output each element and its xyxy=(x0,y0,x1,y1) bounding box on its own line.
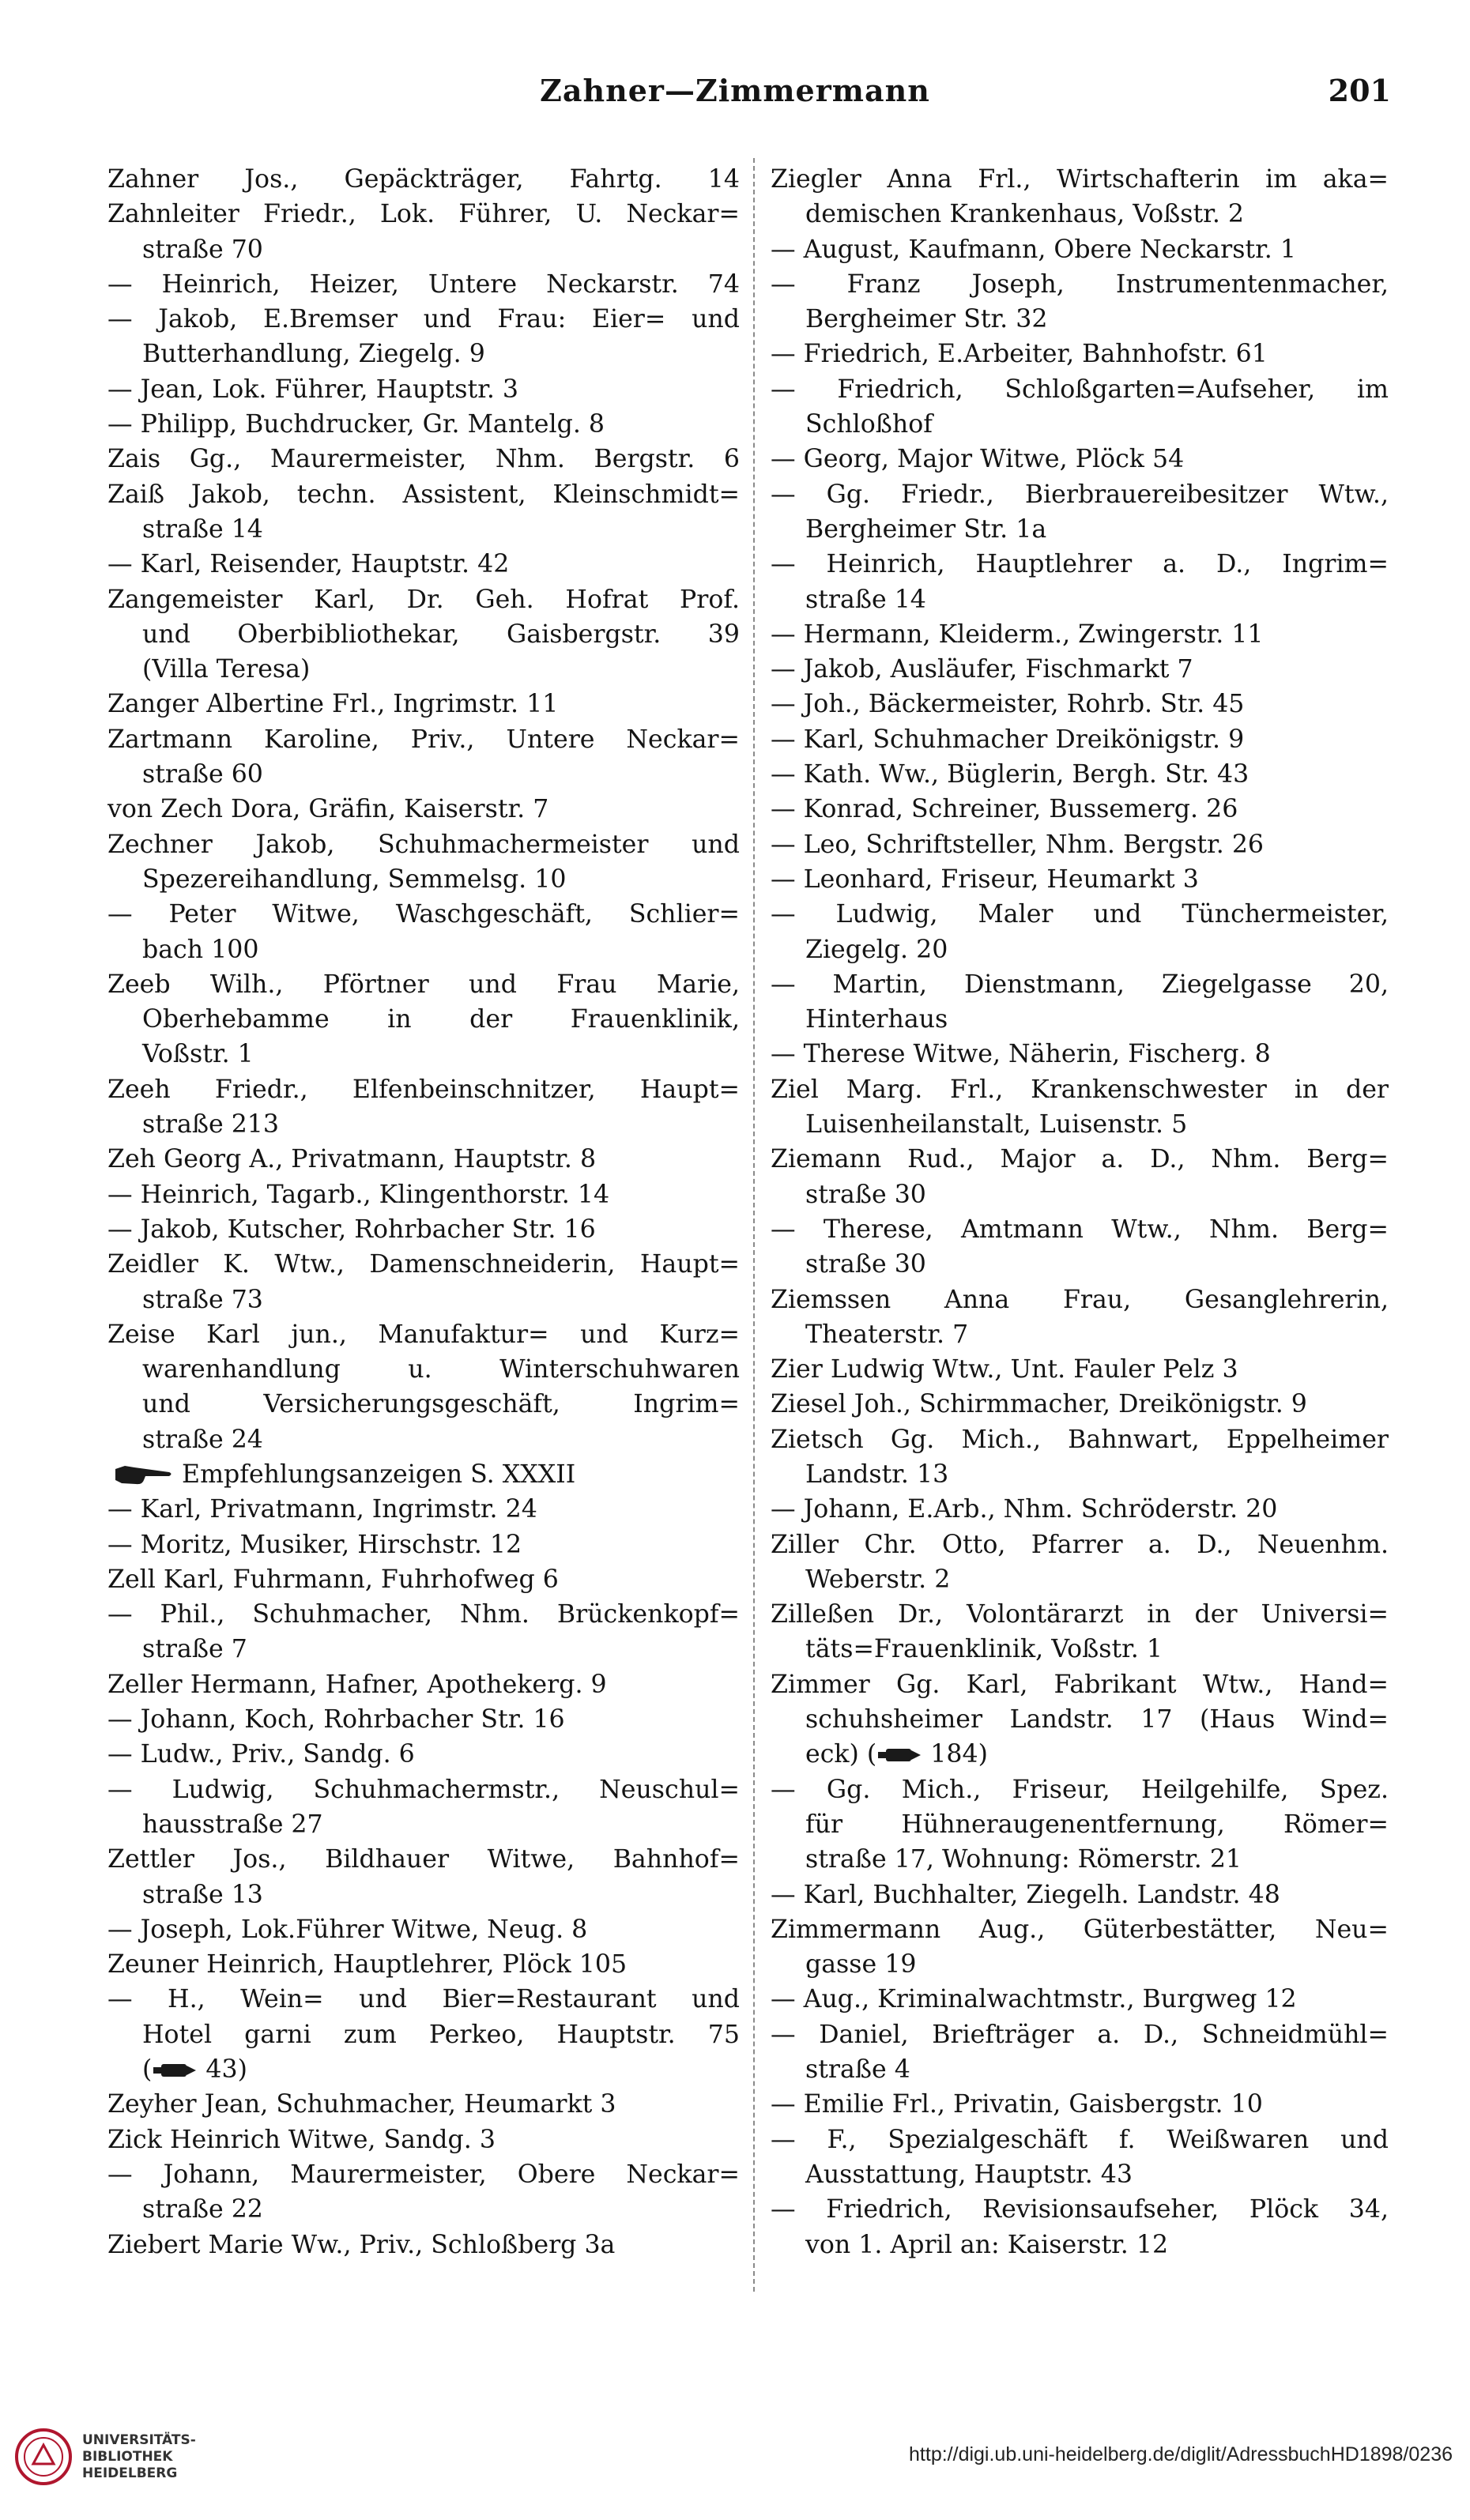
left-column xyxy=(107,162,740,2262)
entry-line: Ziel Marg. Frl., Krankenschwester in der xyxy=(771,1075,1389,1104)
right-column xyxy=(771,162,1389,2262)
page-header xyxy=(0,73,1470,120)
entry-line: — August, Kaufmann, Obere Neckarstr. 1 xyxy=(771,235,1296,264)
entry-line: Zeise Karl jun., Manufaktur= und Kurz= xyxy=(107,1320,740,1349)
entry-line: Ziesel Joh., Schirmmacher, Dreikönigstr. 9 xyxy=(771,1390,1307,1419)
empfehlungsanzeigen-text: Empfehlungsanzeigen S. XXXII xyxy=(182,1460,576,1489)
entry-line: straße 13 xyxy=(142,1880,263,1909)
entry-line: Zeller Hermann, Hafner, Apothekerg. 9 xyxy=(107,1670,607,1699)
entry-line: Zilleßen Dr., Volontärarzt in der Universi= xyxy=(771,1600,1389,1629)
entry-line: straße 30 xyxy=(805,1250,926,1279)
entry-line: — Jakob, Kutscher, Rohrbacher Str. 16 xyxy=(107,1215,596,1244)
entry-line: Zahner Jos., Gepäckträger, Fahrtg. 14 xyxy=(107,165,740,194)
entry-line: — Leonhard, Friseur, Heumarkt 3 xyxy=(771,864,1199,894)
library-name-line: BIBLIOTHEK xyxy=(82,2448,173,2465)
entry-line: — Karl, Schuhmacher Dreikönigstr. 9 xyxy=(771,725,1245,754)
entry-line: Zeh Georg A., Privatmann, Hauptstr. 8 xyxy=(107,1145,597,1174)
entry-line: Spezereihandlung, Semmelsg. 10 xyxy=(142,864,567,894)
entry-line: — Moritz, Musiker, Hirschstr. 12 xyxy=(107,1530,522,1559)
entry-line: Luisenheilanstalt, Luisenstr. 5 xyxy=(805,1110,1188,1139)
entry-line: Theaterstr. 7 xyxy=(805,1320,969,1349)
entry-line: — Therese, Amtmann Wtw., Nhm. Berg= xyxy=(771,1215,1389,1244)
entry-line: Butterhandlung, Ziegelg. 9 xyxy=(142,340,485,369)
telephone-number: 43) xyxy=(205,2055,247,2085)
entry-line: — Friedrich, E.Arbeiter, Bahnhofstr. 61 xyxy=(771,340,1268,369)
entry-line: Zechner Jakob, Schuhmachermeister und xyxy=(107,830,740,859)
entry-line: Oberhebamme in der Frauenklinik, xyxy=(142,1005,740,1034)
entry-line: Ziebert Marie Ww., Priv., Schloßberg 3a xyxy=(107,2230,616,2259)
library-name xyxy=(82,2432,196,2482)
entry-line: — Jean, Lok. Führer, Hauptstr. 3 xyxy=(107,375,519,404)
entry-line: — Karl, Reisender, Hauptstr. 42 xyxy=(107,550,510,579)
entry-line: und Oberbibliothekar, Gaisbergstr. 39 xyxy=(142,620,740,649)
entry-line: — Karl, Privatmann, Ingrimstr. 24 xyxy=(107,1495,537,1524)
entry-line: — Kath. Ww., Büglerin, Bergh. Str. 43 xyxy=(771,760,1250,789)
entry-line: — Johann, Maurermeister, Obere Neckar= xyxy=(107,2160,740,2189)
entry-line: Zeuner Heinrich, Hauptlehrer, Plöck 105 xyxy=(107,1950,628,1979)
entry-line-telephone: ( 43) xyxy=(142,2055,247,2085)
entry-line: — Aug., Kriminalwachtmstr., Burgweg 12 xyxy=(771,1985,1297,2014)
entry-line: Ziemann Rud., Major a. D., Nhm. Berg= xyxy=(771,1145,1389,1174)
entry-line: — Martin, Dienstmann, Ziegelgasse 20, xyxy=(771,970,1389,999)
library-name-line: HEIDELBERG xyxy=(82,2465,178,2481)
entry-line: Zimmer Gg. Karl, Fabrikant Wtw., Hand= xyxy=(771,1670,1389,1699)
column-divider xyxy=(753,158,755,2292)
entry-line: — Friedrich, Schloßgarten=Aufseher, im xyxy=(771,375,1389,404)
entry-line: Landstr. 13 xyxy=(805,1460,949,1489)
entry-line: straße 73 xyxy=(142,1285,263,1314)
entry-line: warenhandlung u. Winterschuhwaren xyxy=(142,1355,740,1384)
entry-line: — Heinrich, Tagarb., Klingenthorstr. 14 xyxy=(107,1180,610,1209)
entry-line: Hinterhaus xyxy=(805,1005,948,1034)
entry-line: straße 14 xyxy=(805,585,926,614)
pointer-icon xyxy=(152,2061,198,2080)
entry-line: Zeeb Wilh., Pförtner und Frau Marie, xyxy=(107,970,740,999)
entry-line: — Jakob, E.Bremser und Frau: Eier= und xyxy=(107,305,740,334)
entry-line: — Franz Joseph, Instrumentenmacher, xyxy=(771,269,1389,299)
entry-line: — Heinrich, Heizer, Untere Neckarstr. 74 xyxy=(107,269,740,299)
entry-line: Zais Gg., Maurermeister, Nhm. Bergstr. 6 xyxy=(107,445,740,474)
entry-line: Bergheimer Str. 32 xyxy=(805,305,1048,334)
entry-line: — Ludwig, Maler und Tünchermeister, xyxy=(771,900,1389,929)
entry-line: von Zech Dora, Gräfin, Kaiserstr. 7 xyxy=(107,795,549,824)
entry-line: — Georg, Major Witwe, Plöck 54 xyxy=(771,445,1185,474)
entry-line: — Joseph, Lok.Führer Witwe, Neug. 8 xyxy=(107,1915,588,1944)
entry-line: Zeeh Friedr., Elfenbeinschnitzer, Haupt= xyxy=(107,1075,740,1104)
library-name-line: UNIVERSITÄTS- xyxy=(82,2431,196,2448)
entry-line: Schloßhof xyxy=(805,410,933,439)
entry-line: — Phil., Schuhmacher, Nhm. Brückenkopf= xyxy=(107,1600,740,1629)
telephone-number: 184) xyxy=(930,1740,988,1769)
entry-line: straße 213 xyxy=(142,1110,279,1139)
entry-line: — Gg. Friedr., Bierbrauereibesitzer Wtw., xyxy=(771,480,1389,509)
entry-line: — Jakob, Ausläufer, Fischmarkt 7 xyxy=(771,655,1193,684)
entry-line: straße 60 xyxy=(142,760,263,789)
entry-line: straße 4 xyxy=(805,2055,910,2085)
entry-line: — Johann, E.Arb., Nhm. Schröderstr. 20 xyxy=(771,1495,1278,1524)
entry-line: gasse 19 xyxy=(805,1950,917,1979)
entry-line: Hotel garni zum Perkeo, Hauptstr. 75 xyxy=(142,2020,740,2049)
entry-line: Ausstattung, Hauptstr. 43 xyxy=(805,2160,1133,2189)
entry-line: — Philipp, Buchdrucker, Gr. Mantelg. 8 xyxy=(107,410,605,439)
entry-line: Zier Ludwig Wtw., Unt. Fauler Pelz 3 xyxy=(771,1355,1238,1384)
entry-line: von 1. April an: Kaiserstr. 12 xyxy=(805,2230,1169,2259)
entry-line-telephone xyxy=(771,1737,1389,1772)
entry-line: Bergheimer Str. 1a xyxy=(805,514,1047,544)
page-number: 201 xyxy=(1328,73,1391,108)
entry-line: — Emilie Frl., Privatin, Gaisbergstr. 10 xyxy=(771,2090,1263,2119)
entry-line: Ziegler Anna Frl., Wirtschafterin im aka= xyxy=(771,165,1389,194)
source-url[interactable]: http://digi.ub.uni-heidelberg.de/diglit/AdressbuchHD1898/0236 xyxy=(909,2443,1453,2465)
entry-line: Zahnleiter Friedr., Lok. Führer, U. Neckar= xyxy=(107,200,740,229)
entry-line: — F., Spezialgeschäft f. Weißwaren und xyxy=(771,2125,1389,2154)
entry-line: Ziller Chr. Otto, Pfarrer a. D., Neuenhm. xyxy=(771,1530,1389,1559)
entry-line: demischen Krankenhaus, Voßstr. 2 xyxy=(805,200,1245,229)
entry-line-reference xyxy=(107,1457,740,1492)
entry-line: hausstraße 27 xyxy=(142,1810,323,1839)
entry-line: schuhsheimer Landstr. 17 (Haus Wind= xyxy=(805,1705,1389,1735)
footer xyxy=(0,2410,1470,2520)
entry-line: — H., Wein= und Bier=Restaurant und xyxy=(107,1985,740,2014)
entry-line: Zanger Albertine Frl., Ingrimstr. 11 xyxy=(107,690,559,719)
entry-line: straße 14 xyxy=(142,514,263,544)
entry-line: Ziemssen Anna Frau, Gesanglehrerin, xyxy=(771,1285,1389,1314)
entry-line: und Versicherungsgeschäft, Ingrim= xyxy=(142,1390,740,1419)
entry-line: täts=Frauenklinik, Voßstr. 1 xyxy=(805,1635,1163,1664)
entry-line: Zaiß Jakob, techn. Assistent, Kleinschmidt= xyxy=(107,480,740,509)
library-seal-icon xyxy=(14,2428,73,2486)
entry-line: Zell Karl, Fuhrmann, Fuhrhofweg 6 xyxy=(107,1565,559,1594)
entry-line: straße 24 xyxy=(142,1425,263,1454)
entry-line: Voßstr. 1 xyxy=(142,1040,254,1069)
entry-line: — Karl, Buchhalter, Ziegelh. Landstr. 48 xyxy=(771,1880,1280,1909)
entry-line: — Friedrich, Revisionsaufseher, Plöck 34, xyxy=(771,2195,1389,2224)
entry-line: — Therese Witwe, Näherin, Fischerg. 8 xyxy=(771,1040,1271,1069)
entry-line: — Daniel, Briefträger a. D., Schneidmühl= xyxy=(771,2020,1389,2049)
entry-line: — Leo, Schriftsteller, Nhm. Bergstr. 26 xyxy=(771,830,1265,859)
entry-line: Zettler Jos., Bildhauer Witwe, Bahnhof= xyxy=(107,1845,740,1874)
entry-line: — Ludw., Priv., Sandg. 6 xyxy=(107,1740,415,1769)
entry-line: Zeidler K. Wtw., Damenschneiderin, Haupt= xyxy=(107,1250,740,1279)
entry-line: Zangemeister Karl, Dr. Geh. Hofrat Prof. xyxy=(107,585,740,614)
entry-line: Zietsch Gg. Mich., Bahnwart, Eppelheimer xyxy=(771,1425,1389,1454)
entry-line: — Peter Witwe, Waschgeschäft, Schlier= xyxy=(107,900,740,929)
page-title: Zahner—Zimmermann xyxy=(540,73,930,108)
entry-line: — Heinrich, Hauptlehrer a. D., Ingrim= xyxy=(771,550,1389,579)
entry-line: Zimmermann Aug., Güterbestätter, Neu= xyxy=(771,1915,1389,1944)
entry-line: — Joh., Bäckermeister, Rohrb. Str. 45 xyxy=(771,690,1245,719)
entry-line: bach 100 xyxy=(142,935,259,964)
entry-line: — Gg. Mich., Friseur, Heilgehilfe, Spez. xyxy=(771,1775,1389,1804)
entry-line: straße 7 xyxy=(142,1635,247,1664)
entry-line: straße 22 xyxy=(142,2195,263,2224)
entry-line: straße 30 xyxy=(805,1180,926,1209)
entry-line: — Ludwig, Schuhmachermstr., Neuschul= xyxy=(107,1775,740,1804)
entry-line: Ziegelg. 20 xyxy=(805,935,948,964)
pointing-hand-icon xyxy=(114,1463,174,1486)
entry-line: straße 70 xyxy=(142,235,263,264)
entry-line: — Hermann, Kleiderm., Zwingerstr. 11 xyxy=(771,620,1264,649)
entry-line: — Johann, Koch, Rohrbacher Str. 16 xyxy=(107,1705,565,1735)
entry-line: (Villa Teresa) xyxy=(142,655,311,684)
entry-line: Zartmann Karoline, Priv., Untere Neckar= xyxy=(107,725,740,754)
entry-line: — Konrad, Schreiner, Bussemerg. 26 xyxy=(771,795,1238,824)
pointer-icon xyxy=(876,1746,922,1765)
entry-text: eck) ( xyxy=(805,1740,877,1769)
library-logo xyxy=(14,2428,196,2486)
entry-line: Zick Heinrich Witwe, Sandg. 3 xyxy=(107,2125,496,2154)
entry-line: Weberstr. 2 xyxy=(805,1565,951,1594)
entry-line: straße 17, Wohnung: Römerstr. 21 xyxy=(805,1845,1242,1874)
entry-line: für Hühneraugenentfernung, Römer= xyxy=(805,1810,1389,1839)
entry-line: Zeyher Jean, Schuhmacher, Heumarkt 3 xyxy=(107,2090,616,2119)
